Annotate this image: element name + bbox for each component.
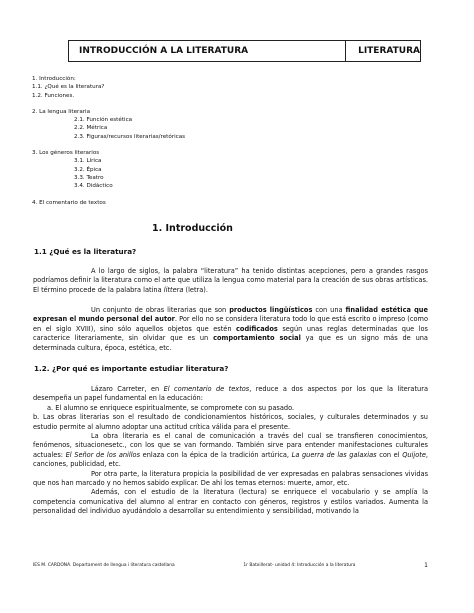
document-title: INTRODUCCIÓN A LA LITERATURA (69, 41, 346, 61)
toc-item: 1.2. Funciones. (32, 92, 75, 99)
text-run: La obra literaria es el canal de comunicación a través del cual se transfieren conocimientos, fenómenos, situacionesetc., con los que se van formando. También sirve para entender manifestaciones culturales actuales: (33, 432, 428, 459)
table-of-contents (32, 75, 332, 207)
toc-item: 2.2. Métrica (74, 125, 108, 132)
toc-item: 4. El comentario de textos (32, 199, 106, 206)
paragraph-definition (33, 267, 428, 295)
text-run: A lo largo de siglos, la palabra “literatura” ha tenido distintas acepciones, pero a grandes rasgos podríamos definir la literatura como el arte que utiliza la lengua como material para la creación de sus obras artísticas. El término procede de la palabra latina (33, 267, 428, 294)
toc-spacer (32, 191, 332, 199)
text-run: littera (163, 285, 184, 294)
text-run: . Por ello no se considera literatura todo lo que está escrito o impreso (como en el siglo XVIII), sino sólo aquellos objetos que estén (33, 315, 428, 333)
list-item-b: b. Las obras literarias son el resultado de condicionamientos históricos, sociales, y culturales determinados y su estudio permite al alumno adoptar una actitud crítica válida para el presente. (33, 413, 428, 431)
subject-label: LITERATURA (358, 46, 420, 56)
text-run: El Señor de los anillos (65, 450, 141, 459)
text-run: Por otra parte, la literatura propicia la posibilidad de ver expresadas en palabras sensaciones vividas que nos han marcado y no hemos sabido explicar. De ahí los temas eternos: muerte, amor, etc. (33, 469, 428, 488)
toc-item: 1.1. ¿Qué es la literatura? (32, 84, 105, 91)
text-run: enlaza con la épica de la tradición artúrica, (140, 450, 292, 459)
text-run: ya que es un signo más de una determinada cultura, época, estética, etc. (33, 334, 428, 352)
text-run: , canciones, publicidad, etc. (33, 450, 429, 469)
text-run: productos lingüísticos (229, 306, 313, 314)
title-box (68, 40, 421, 62)
toc-item: 1. Introducción: (32, 76, 76, 82)
text-run: según unas reglas determinadas que los caracterice literariamente, sin olvidar que es un (33, 324, 428, 343)
toc-item: 2.3. Figuras/recursos literarias/retóricas (74, 133, 186, 140)
text-run: finalidad estética que expresan el mundo personal del autor (33, 306, 428, 324)
section-heading: 1. Introducción (152, 223, 233, 234)
toc-spacer (32, 100, 332, 108)
text-run: Un conjunto de obras literarias que son (91, 306, 230, 314)
paragraph-concept (33, 306, 428, 353)
text-run: El comentario de textos (163, 385, 250, 393)
subsection-heading-1-1: 1.1 ¿Qué es la literatura? (34, 247, 137, 256)
paragraph-importance (33, 385, 428, 517)
text-run: Lázaro Carreter, en (91, 385, 164, 393)
toc-item: 3.2. Épica (74, 166, 102, 173)
page-number: 1 (424, 562, 428, 569)
text-run: La guerra de las galaxias (291, 450, 377, 459)
toc-item: 3.3. Teatro (74, 174, 104, 181)
text-run: comportamiento social (213, 334, 301, 343)
page-footer (33, 562, 428, 569)
toc-spacer (32, 141, 332, 149)
text-run: (letra). (183, 285, 208, 294)
toc-item: 3.1. Lírica (74, 158, 102, 165)
toc-item: 2. La lengua literaria (32, 108, 91, 115)
text-run: , reduce a dos aspectos por los que la literatura desempeña un papel fundamental en la educación: (33, 385, 428, 403)
footer-school: IES M. CARDONA. Departament de llengua i literatura castellana (33, 563, 175, 568)
text-run: con una (312, 306, 346, 314)
toc-item: 3. Los géneros literarios (32, 150, 100, 157)
toc-item: 3.4. Didáctico (74, 183, 113, 190)
text-run: Quijote (402, 450, 426, 459)
text-run: con el (376, 450, 403, 459)
list-item-a: a. El alumno se enriquece espiritualmente, se compromete con su pasado. (47, 403, 295, 412)
footer-unit: 1r Batxillerat- unidad 4: Introducción a la literatura (243, 563, 356, 568)
toc-item: 2.1. Función estética (74, 117, 133, 124)
text-run: Además, con el estudio de la literatura (lectura) se enriquece el vocabulario y se amplía la competencia comunicativa del alumno al entrar en contacto con géneros, registros y estilos variados. Aumenta la personalidad del individuo ayudándolo a desarrollar su entendimiento y sensibilidad, motivando la (33, 488, 428, 516)
text-run: codificados (236, 324, 278, 333)
subsection-heading-1-2: 1.2. ¿Por qué es importante estudiar literatura? (34, 364, 229, 373)
